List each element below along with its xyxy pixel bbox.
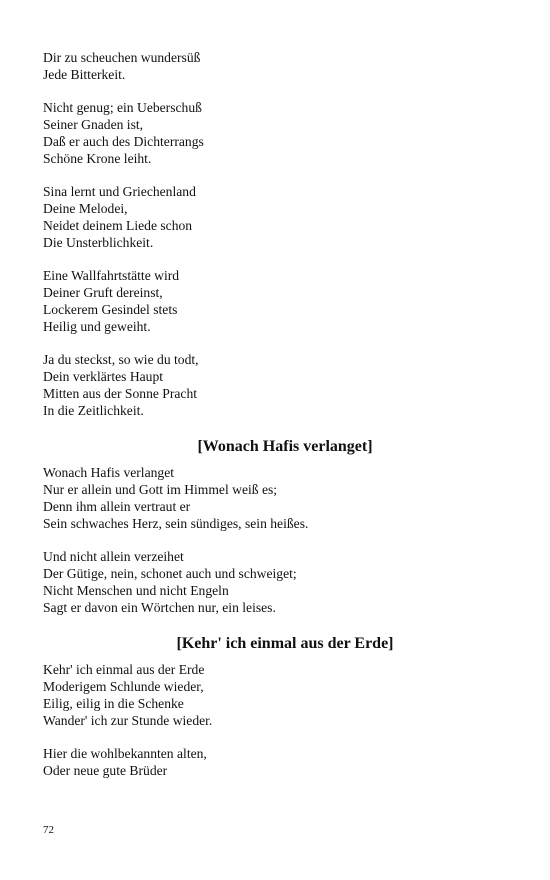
verse-line: Eine Wallfahrtstätte wird bbox=[43, 268, 180, 283]
verse-line: Heilig und geweiht. bbox=[43, 319, 151, 334]
verse-line: Eilig, eilig in die Schenke bbox=[43, 696, 184, 711]
verse-line: Schöne Krone leiht. bbox=[43, 151, 152, 166]
stanza bbox=[43, 745, 513, 779]
verse-line: Und nicht allein verzeihet bbox=[43, 549, 184, 564]
verse-line: Nicht genug; ein Ueberschuß bbox=[43, 100, 202, 115]
page-number: 72 bbox=[43, 824, 54, 836]
verse-line: Kehr' ich einmal aus der Erde bbox=[43, 662, 205, 677]
poem-title: [Wonach Hafis verlanget] bbox=[197, 438, 373, 455]
verse-line: Seiner Gnaden ist, bbox=[43, 117, 144, 132]
verse-line: In die Zeitlichkeit. bbox=[43, 403, 144, 418]
poem-section bbox=[43, 437, 513, 616]
stanza bbox=[43, 464, 513, 532]
verse-line: Nur er allein und Gott im Himmel weiß es; bbox=[43, 482, 278, 497]
verse-line: Moderigem Schlunde wieder, bbox=[43, 679, 204, 694]
verse-line: Ja du steckst, so wie du todt, bbox=[43, 352, 199, 367]
verse-line: Deiner Gruft dereinst, bbox=[43, 285, 163, 300]
verse-line: Sein schwaches Herz, sein sündiges, sein heißes. bbox=[43, 516, 309, 531]
stanza bbox=[43, 183, 513, 251]
verse-line: Dein verklärtes Haupt bbox=[43, 369, 164, 384]
stanza bbox=[43, 661, 513, 729]
verse-line: Jede Bitterkeit. bbox=[43, 67, 126, 82]
poem-section bbox=[43, 634, 513, 779]
stanza bbox=[43, 267, 513, 335]
stanza bbox=[43, 99, 513, 167]
verse-line: Hier die wohlbekannten alten, bbox=[43, 746, 207, 761]
verse-line: Der Gütige, nein, schonet auch und schweiget; bbox=[43, 566, 297, 581]
verse-line: Sagt er davon ein Wörtchen nur, ein leises. bbox=[43, 600, 276, 615]
verse-line: Lockerem Gesindel stets bbox=[43, 302, 178, 317]
stanza bbox=[43, 49, 513, 83]
verse-line: Deine Melodei, bbox=[43, 201, 128, 216]
poem-title: [Kehr' ich einmal aus der Erde] bbox=[176, 635, 394, 652]
verse-line: Denn ihm allein vertraut er bbox=[43, 499, 191, 514]
verse-line: Die Unsterblichkeit. bbox=[43, 235, 154, 250]
verse-line: Wander' ich zur Stunde wieder. bbox=[43, 713, 213, 728]
page-content bbox=[43, 49, 513, 795]
verse-line: Dir zu scheuchen wundersüß bbox=[43, 50, 201, 65]
stanza bbox=[43, 351, 513, 419]
verse-line: Oder neue gute Brüder bbox=[43, 763, 168, 778]
verse-line: Nicht Menschen und nicht Engeln bbox=[43, 583, 229, 598]
verse-line: Daß er auch des Dichterrangs bbox=[43, 134, 204, 149]
poem-section bbox=[43, 49, 513, 419]
stanza bbox=[43, 548, 513, 616]
verse-line: Neidet deinem Liede schon bbox=[43, 218, 193, 233]
verse-line: Mitten aus der Sonne Pracht bbox=[43, 386, 198, 401]
verse-line: Wonach Hafis verlanget bbox=[43, 465, 175, 480]
verse-line: Sina lernt und Griechenland bbox=[43, 184, 196, 199]
